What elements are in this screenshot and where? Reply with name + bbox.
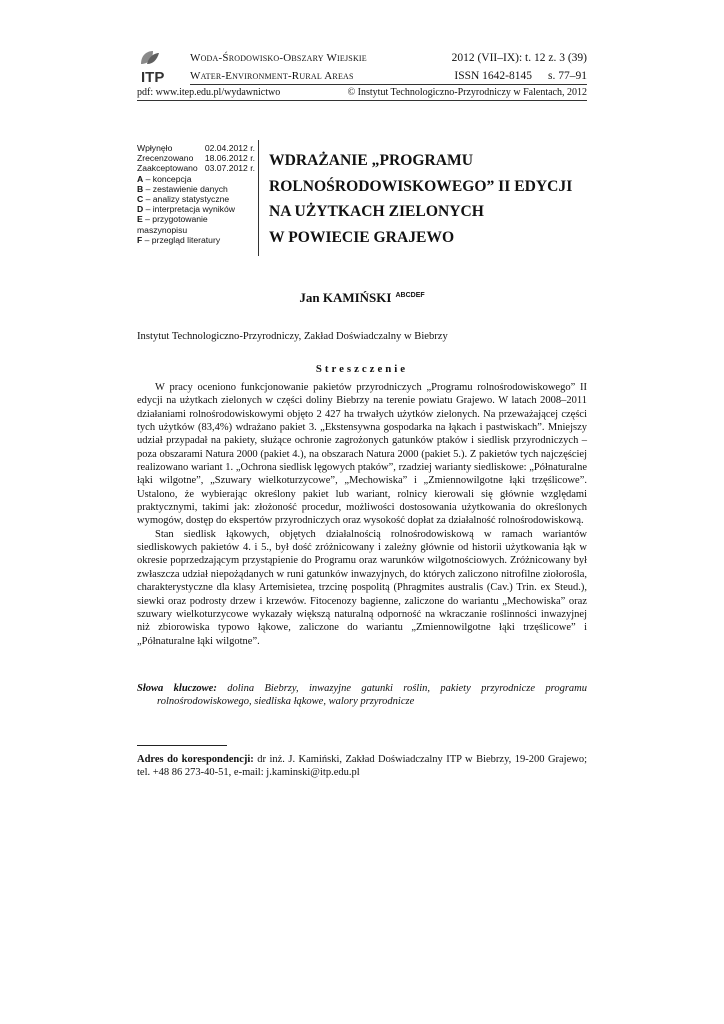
keywords <box>137 682 587 709</box>
article-title <box>269 148 599 250</box>
journal-en-text: Water-Environment-Rural Areas <box>190 70 354 82</box>
issue-info: 2012 (VII–IX): t. 12 z. 3 (39) <box>451 52 587 64</box>
date-label: Zaakceptowano <box>137 163 198 174</box>
author <box>0 290 724 306</box>
keywords-text: dolina Biebrzy, inwazyjne gatunki roślin, pakiety przyrodnicze programu rolnośrodowiskowego, siedliska łąkowe, walory przyrodnicze <box>157 683 587 708</box>
issn-pages <box>454 70 587 82</box>
info-divider <box>258 140 259 256</box>
affiliation: Instytut Technologiczno-Przyrodniczy, Zakład Doświadczalny w Biebrzy <box>137 331 448 342</box>
role-letter: C <box>137 194 144 205</box>
copyright: © Instytut Technologiczno-Przyrodniczy w Falentach, 2012 <box>347 87 587 98</box>
abstract-heading: Streszczenie <box>315 363 409 375</box>
pdf-link[interactable]: pdf: www.itep.edu.pl/wydawnictwo <box>137 87 281 98</box>
journal-title-en <box>190 70 354 82</box>
title-line: W POWIECIE GRAJEWO <box>269 228 455 246</box>
author-name: Jan KAMIŃSKI <box>299 290 392 305</box>
correspondence <box>137 753 587 780</box>
role-item <box>137 204 255 214</box>
journal-title-pl <box>190 52 367 64</box>
role-text: – analizy statystyczne <box>143 194 230 205</box>
role-letter: A <box>137 173 144 184</box>
abstract-paragraph: Stan siedlisk łąkowych, objętych działalnością rolnośrodowiskową w ramach wariantów siedliskowych pakietów 4. i 5., był dość zróżnicowany i zależny głównie od historii użytkowania łąk w okresie poprzedzającym przystąpienie do Programu oraz warunków wilgotnościowych. Zróżnicowany był zwłaszcza udział niepożądanych w runi gatunków inwazyjnych, do których zaliczono nitrofilne ziołorośla, charakterystyczne dla klasy Artemisietea, trzcinę pospolitą (Phragmites australis (Cav.) Trin. ex Steud.), siewki oraz podrosty drzew i krzewów. Fitocenozy bagienne, zaliczone do wariantu „Mechowiska” oraz szuwary wielkoturzycowe wykazały większą naturalną odporność na wkraczanie roślinności inwazyjnej niż zbiorowiska typowo łąkowe, zaliczone do wariantu „Zmiennowilgotne łąki trzęślicowe” i „Półnaturalne łąki wilgotne”. <box>137 528 587 647</box>
keywords-label: Słowa kluczowe: <box>137 683 217 694</box>
role-letter: F <box>137 234 143 245</box>
journal-pl-text: Woda-Środowisko-Obszary Wiejskie <box>190 52 367 64</box>
role-text: – przygotowanie maszynopisu <box>137 214 208 235</box>
role-letter: B <box>137 183 144 194</box>
abstract-paragraph: W pracy oceniono funkcjonowanie pakietów przyrodniczych „Programu rolnośrodowiskowego” II edycji na użytkach zielonych w części doliny Biebrzy na terenie powiatu Grajewo. W latach 2008–2011 działaniami rolnośrodowiskowymi objęto 2 427 ha trwałych użytków zielonych. Na przeważającej części tych użytków (83,4%) wdrażano pakiet 3. „Ekstensywna gospodarka na łąkach i pastwiskach”. Mniejszy udział przypadał na pakiety, służące ochronie zagrożonych gatunków ptaków i siedlisk przyrodniczych – poza obszarami Natura 2000 (pakiet 4.), na obszarach Natura 2000 (pakiet 5.). Z pakietów tych najczęściej realizowano wariant 1. „Ochrona siedlisk lęgowych ptaków”, rzadziej warianty siedliskowe: „Półnaturalne łąki wilgotne”, „Szuwary wielkoturzycowe”, „Mechowiska” i „Zmiennowilgotne łąki trzęślicowe”. Ustalono, że wybierając określony pakiet lub wariant, rolnicy kierowali się głównie względami praktycznymi, takimi jak: złożoność procedur, możliwości dostosowania użytkowania do określonych wymogów, dostęp do ekspertów przyrodniczych oraz wysokość dopłat za działalność rolnośrodowiskową. <box>137 382 587 527</box>
role-text: – zestawienie danych <box>143 183 228 194</box>
author-contribution: ABCDEF <box>395 292 425 299</box>
title-line: NA UŻYTKACH ZIELONYCH <box>269 203 484 220</box>
title-line: ROLNOŚRODOWISKOWEGO” II EDYCJI <box>269 177 573 195</box>
date-label: Wpłynęło <box>137 143 173 153</box>
role-text: – koncepcja <box>143 173 192 184</box>
role-item <box>137 184 255 194</box>
date-value: 03.07.2012 r. <box>204 163 255 174</box>
date-reviewed <box>137 153 255 163</box>
role-text: – przegląd literatury <box>142 234 221 245</box>
role-letter: E <box>137 214 143 225</box>
footnote-rule <box>137 745 227 746</box>
correspondence-label: Adres do korespondencji: <box>137 754 254 765</box>
role-item <box>137 235 255 245</box>
logo-text: ITP <box>141 69 165 84</box>
page-range: s. 77–91 <box>548 70 587 82</box>
correspondence-text: dr inż. J. Kamiński, Zakład Doświadczalny ITP w Biebrzy, 19-200 Grajewo; tel. +48 86 273-40-51, e-mail: j.kaminski@itp.edu.pl <box>137 754 588 779</box>
role-text: – interpretacja wyników <box>143 204 235 215</box>
date-received <box>137 143 255 153</box>
date-label: Zrecenzowano <box>137 153 194 164</box>
issn: ISSN 1642-8145 <box>454 70 533 82</box>
abstract <box>137 381 587 648</box>
header-bottom-rule <box>137 100 587 101</box>
role-letter: D <box>137 204 144 215</box>
role-item <box>137 194 255 204</box>
role-item <box>137 174 255 184</box>
date-value: 18.06.2012 r. <box>204 153 255 164</box>
title-line: WDRAŻANIE „PROGRAMU <box>269 152 474 169</box>
date-accepted <box>137 163 255 173</box>
header-rule <box>190 84 587 85</box>
role-item <box>137 214 255 234</box>
itp-logo <box>137 50 179 84</box>
article-info <box>137 143 255 245</box>
date-value: 02.04.2012 r. <box>204 143 255 153</box>
